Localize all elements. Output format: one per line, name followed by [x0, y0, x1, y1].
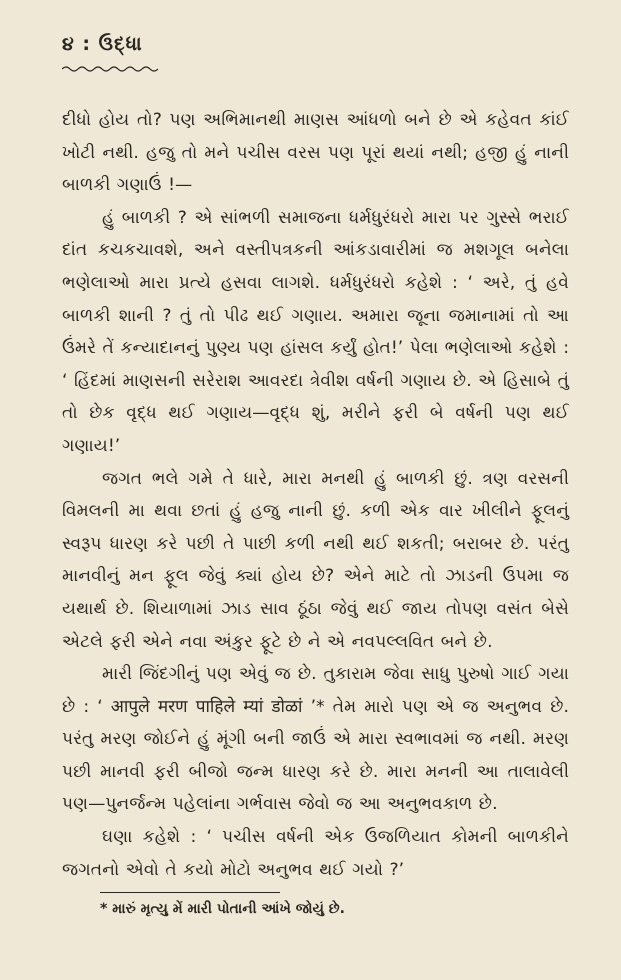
body-text — [62, 104, 569, 921]
ornament-squiggle-icon — [62, 64, 162, 74]
footnote-divider — [100, 892, 280, 893]
running-head — [62, 30, 569, 90]
footnote: * મારું મૃત્યુ મેં મારી પોતાની આંખે જોયું છે. — [100, 901, 345, 918]
paragraph: હું બાળકી ? એ સાંભળી સમાજના ધર્મધુરંધરો મારા પર ગુસ્સે ભરાઈ દાંત કચકચાવશે, અને વસ્તીપત્રકની આંકડાવારીમાં જ મશગૂલ બનેલા ભણેલાઓ મારા પ્રત્યે હસવા લાગશે. ધર્મધુરંધરો કહેશે : ‘ અરે, તું હવે બાળકી શાની ? તું તો પીઢ થઈ ગણાય. અમારા જૂના જમાનામાં તો આ ઉંમરે તેં કન્યાદાનનું પુણ્ય પણ હાંસલ કર્યું હોત!’ પેલા ભણેલાઓ કહેશે : ‘ હિંદમાં માણસની સરેરાશ આવરદા ત્રેવીશ વર્ષની ગણાય છે. એ હિસાબે તું તો છેક વૃદ્ધ થઈ ગણાય—વૃદ્ધ શું, મરીને ફરી બે વર્ષની પણ થઈ ગણાય!’ — [62, 207, 569, 456]
paragraph: જગત ભલે ગમે તે ધારે, મારા મનથી હું બાળકી છું. ત્રણ વરસની વિમલની મા થવા છતાં હું હજુ નાની છું. કળી એક વાર ખીલીને ફૂલનું સ્વરૂપ ધારણ કરે પછી તે પાછી કળી નથી થઈ શકતી; બરાબર છે. પરંતુ માનવીનું મન ફૂલ જેવું ક્યાં હોય છે? એને માટે તો ઝાડની ઉપમા જ યથાર્થ છે. શિયાળામાં ઝાડ સાવ ઠૂંઠા જેવું થઈ જાય તોપણ વસંત બેસે એટલે ફરી એને નવા અંકુર ફૂટે છે ને એ નવપલ્લવિત બને છે. — [62, 468, 569, 652]
page-header: ૪ : ઉદ્ધા — [62, 33, 143, 55]
paragraph: ઘણા કહેશે : ‘ પચીસ વર્ષની એક ઉજળિયાત કોમની બાળકીને જગતનો એવો તે કયો મોટો અનુભવ થઈ ગયો ?’ — [62, 827, 569, 880]
paragraph: મારી જિંદગીનું પણ એવું જ છે. તુકારામ જેવા સાધુ પુરુષો ગાઈ ગયા છે : ‘ आपुले मरण पाहिले म्यां डोळां ’* તેમ મારો પણ એ જ અનુભવ છે. પરંતુ મરણ જોઈને હું મૂંગી બની જાઉં એ મારા સ્વભાવમાં જ નથી. મરણ પછી માનવી ફરી બીજો જન્મ ધારણ કરે છે. મારા મનની આ તાલાવેલી પણ—પુનર્જન્મ પહેલાંના ગર્ભવાસ જેવો જ આ અનુભવકાળ છે. — [62, 664, 569, 815]
paragraph: દીધો હોય તો? પણ અભિમાનથી માણસ આંધળો બને છે એ કહેવત કાંઈ ખોટી નથી. હજુ તો મને પચીસ વરસ પણ પૂરાં થયાં નથી; હજી હું નાની બાળકી ગણાઉં !— — [62, 110, 569, 196]
